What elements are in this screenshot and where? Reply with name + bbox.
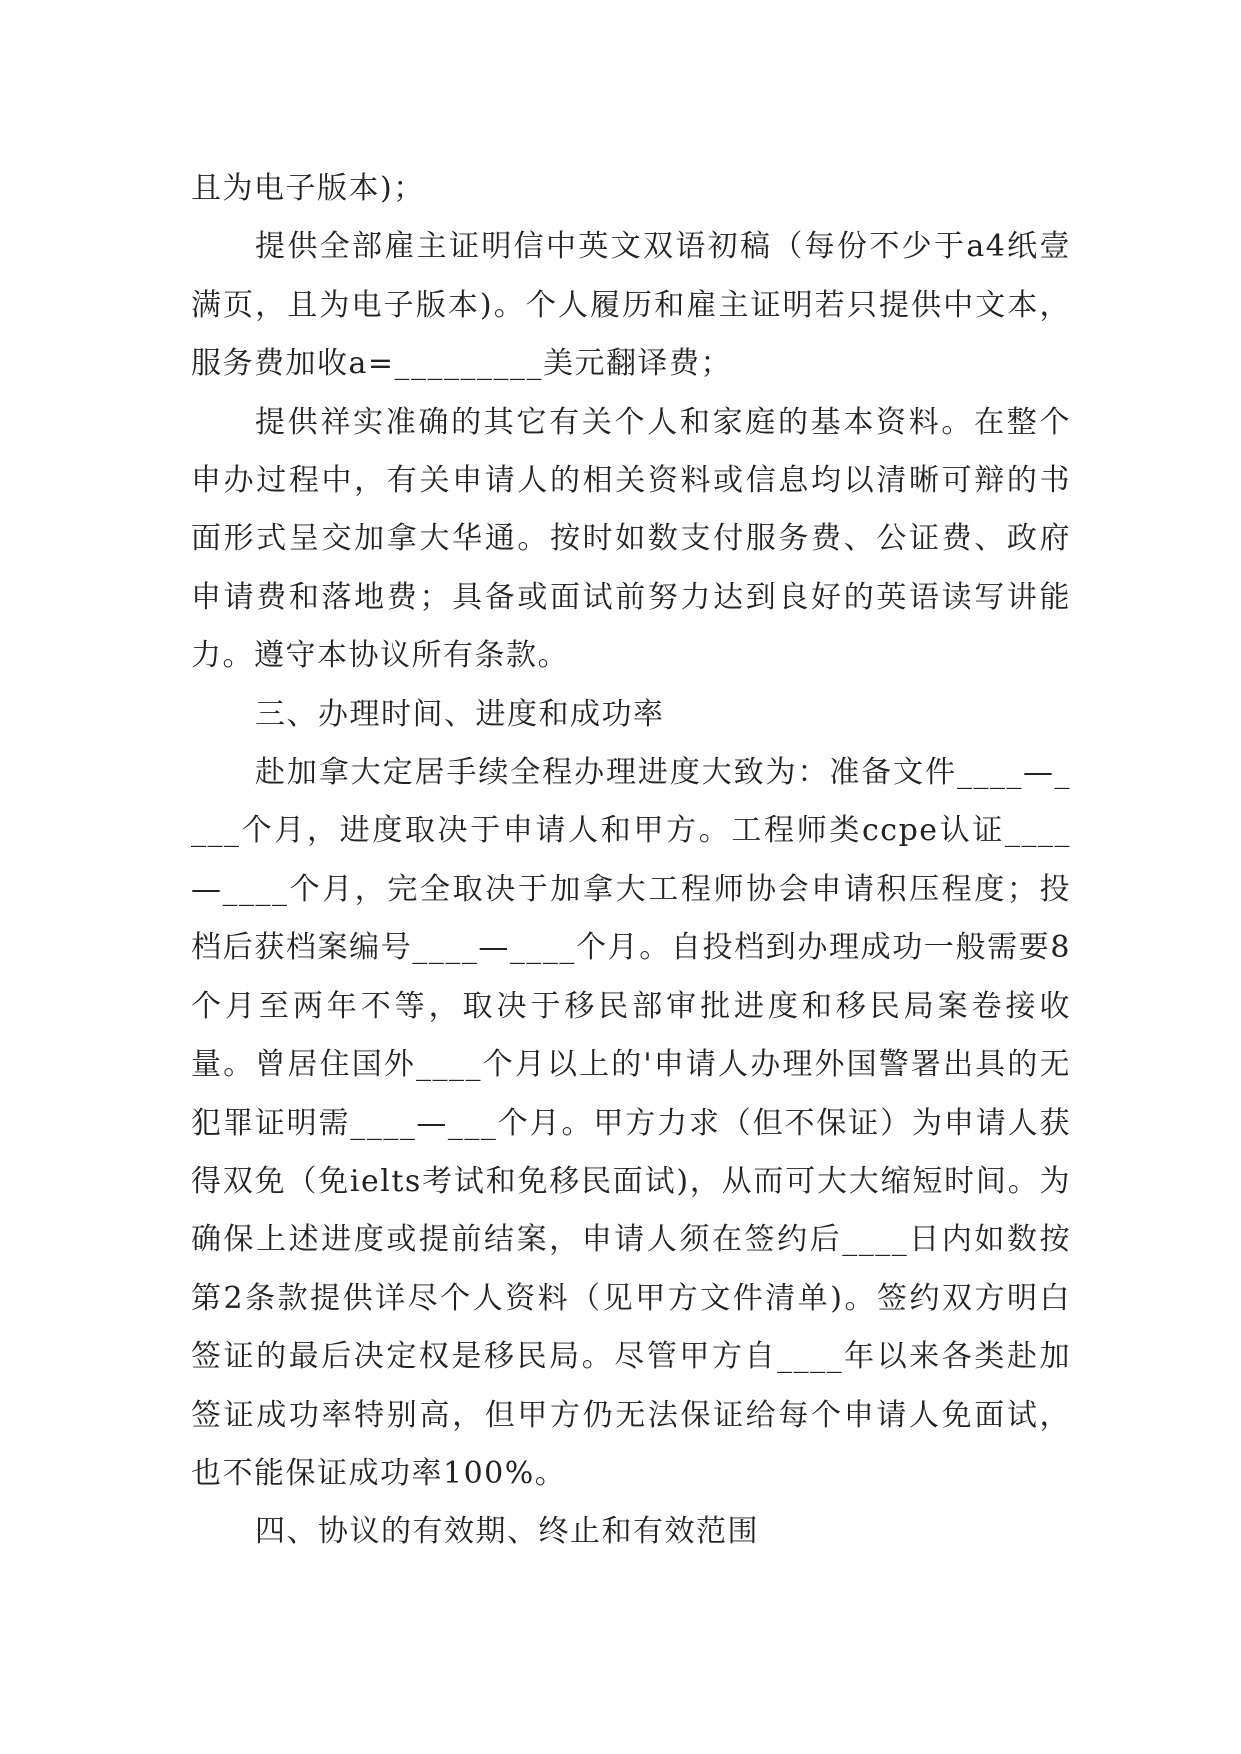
document-body [191,160,1071,1562]
paragraph-continuation: 且为电子版本)； [191,171,425,206]
section-heading-4: 四、协议的有效期、终止和有效范围 [255,1514,759,1550]
paragraph-personal-info: 提供祥实准确的其它有关个人和家庭的基本资料。在整个申办过程中，有关申请人的相关资料或信息均以清晰可辩的书面形式呈交加拿大华通。按时如数支付服务费、公证费、政府申请费和落地费；具备或面试前努力达到良好的英语读写讲能力。遵守本协议所有条款。 [191,404,1071,674]
paragraph-employer-letters: 提供全部雇主证明信中英文双语初稿（每份不少于a4纸壹满页，且为电子版本)。个人履历和雇主证明若只提供中文本，服务费加收a=_________美元翻译费； [191,229,1071,382]
paragraph-processing-time: 赴加拿大定居手续全程办理进度大致为：准备文件____—____个月，进度取决于申请人和甲方。工程师类ccpe认证____—____个月，完全取决于加拿大工程师协会申请积压程度；投档后获档案编号____—____个月。自投档到办理成功一般需要8个月至两年不等，取决于移民部审批进度和移民局案卷接收量。曾居住国外____个月以上的'申请人办理外国警署出具的无犯罪证明需____—___个月。甲方力求（但不保证）为申请人获得双免（免ielts考试和免移民面试)，从而可大大缩短时间。为确保上述进度或提前结案，申请人须在签约后____日内如数按第2条款提供详尽个人资料（见甲方文件清单)。签约双方明白签证的最后决定权是移民局。尽管甲方自____年以来各类赴加签证成功率特别高，但甲方仍无法保证给每个申请人免面试，也不能保证成功率100%。 [191,755,1071,1491]
section-heading-3: 三、办理时间、进度和成功率 [255,696,665,732]
